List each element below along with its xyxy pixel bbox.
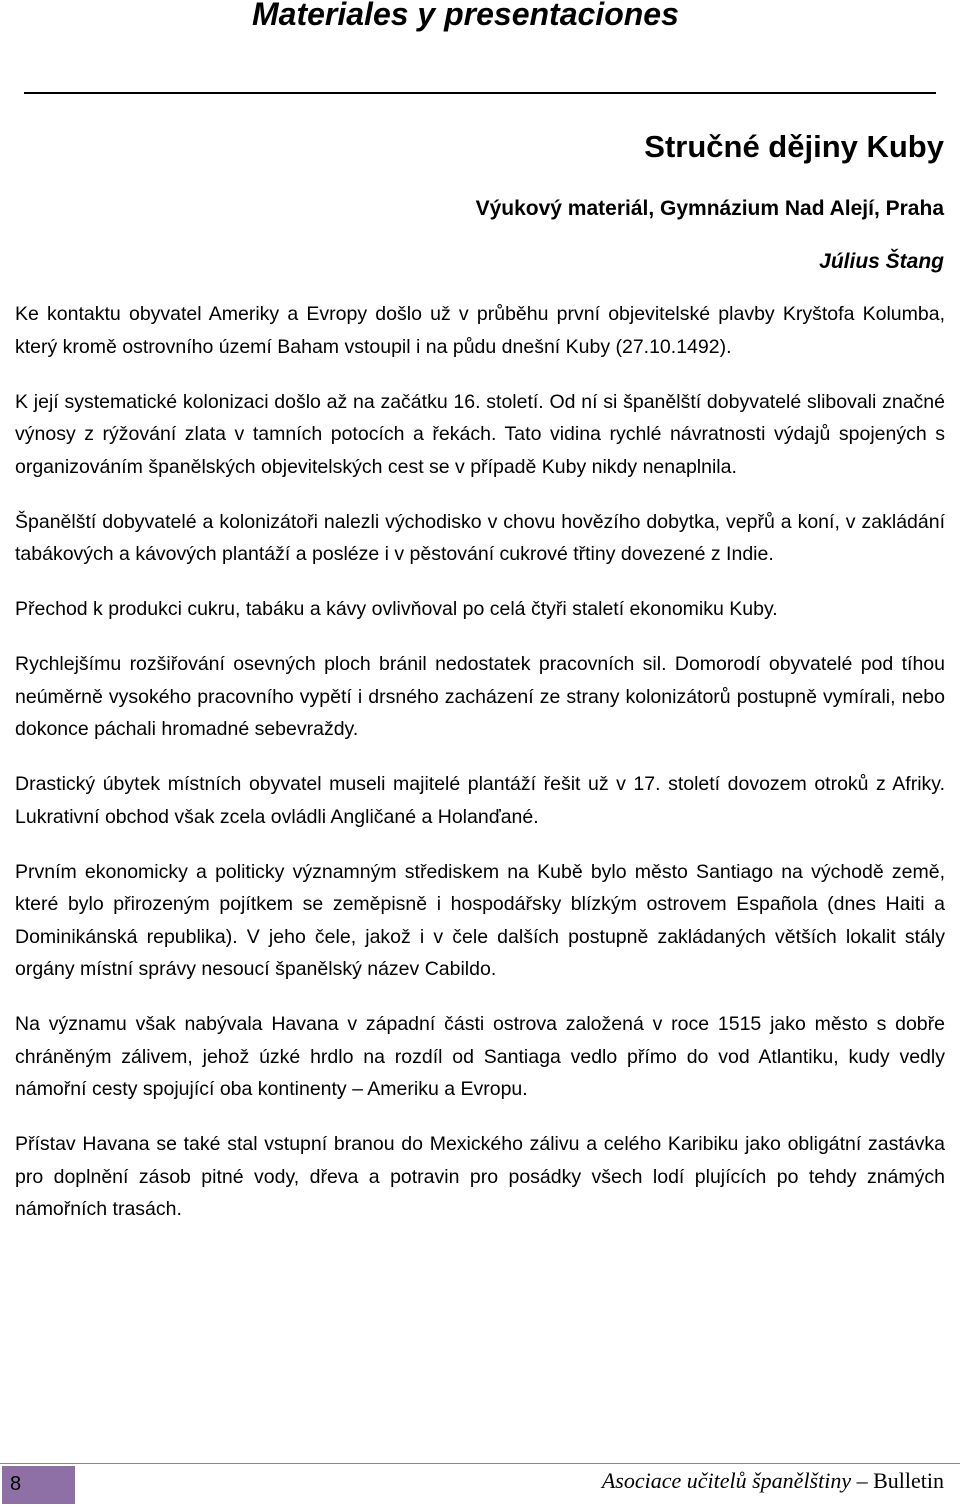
paragraph-5: Rychlejšímu rozšiřování osevných ploch bránil nedostatek pracovních sil. Domorodí obyvatelé pod tíhou neúměrně vysokého pracovního vypětí i drsného zacházení ze strany kolonizátorů postupně vymírali, nebo dokonce páchali hromadné sebevraždy.: [15, 653, 945, 740]
paragraph-8: Na významu však nabývala Havana v západní části ostrova založená v roce 1515 jako město s dobře chráněným zálivem, jehož úzké hrdlo na rozdíl od Santiaga vedlo přímo do vod Atlantiku, kudy vedly námořní cesty spojující oba kontinenty – Ameriku a Evropu.: [15, 1013, 945, 1100]
article-body: [15, 298, 945, 1248]
footer-separator: –: [851, 1468, 874, 1493]
article-title: Stručné dějiny Kuby: [644, 129, 944, 164]
article-author: Július Štang: [819, 250, 944, 273]
paragraph-9: Přístav Havana se také stal vstupní branou do Mexického zálivu a celého Karibiku jako obligátní zastávka pro doplnění zásob pitné vody, dřeva a potravin pro posádky všech lodí plujících po tehdy známých námořních trasách.: [15, 1133, 945, 1220]
article-subtitle: Výukový materiál, Gymnázium Nad Alejí, Praha: [475, 197, 944, 220]
footer-publication: [602, 1466, 944, 1496]
page-header-title: Materiales y presentaciones: [252, 0, 679, 32]
publication-name: Asociace učitelů španělštiny: [601, 1468, 852, 1493]
header-divider: [24, 92, 936, 94]
paragraph-7: Prvním ekonomicky a politicky významným střediskem na Kubě bylo město Santiago na východě země, které bylo přirozeným pojítkem se zeměpisně i hospodářsky blízkým ostrovem Española (dnes Haiti a Dominikánská republika). V jeho čele, jakož i v čele dalších postupně zakládaných větších lokalit stály orgány místní správy nesoucí španělský název Cabildo.: [15, 860, 945, 980]
paragraph-3: Španělští dobyvatelé a kolonizátoři nalezli východisko v chovu hovězího dobytka, vepřů a koní, v zakládání tabákových a kávových plantáží a posléze i v pěstování cukrové třtiny dovezené z Indie.: [15, 510, 945, 565]
paragraph-2: K její systematické kolonizaci došlo až na začátku 16. století. Od ní si španělští dobyvatelé slibovali značné výnosy z rýžování zlata v tamních potocích a řekách. Tato vidina rychlé návratnosti výdajů spojených s organizováním španělských objevitelských cest se v případě Kuby nikdy nenaplnila.: [15, 390, 945, 478]
paragraph-1: Ke kontaktu obyvatel Ameriky a Evropy došlo už v průběhu první objevitelské plavby Kryštofa Kolumba, který kromě ostrovního území Baham vstoupil i na půdu dnešní Kuby (27.10.1492).: [15, 303, 945, 358]
paragraph-4: Přechod k produkci cukru, tabáku a kávy ovlivňoval po celá čtyři staletí ekonomiku Kuby.: [15, 598, 778, 620]
footer-divider: [0, 1463, 960, 1464]
page-number: 8: [10, 1473, 22, 1495]
section-name: Bulletin: [873, 1468, 944, 1493]
paragraph-6: Drastický úbytek místních obyvatel museli majitelé plantáží řešit už v 17. století dovozem otroků z Afriky. Lukrativní obchod však zcela ovládli Angličané a Holanďané.: [15, 773, 945, 828]
